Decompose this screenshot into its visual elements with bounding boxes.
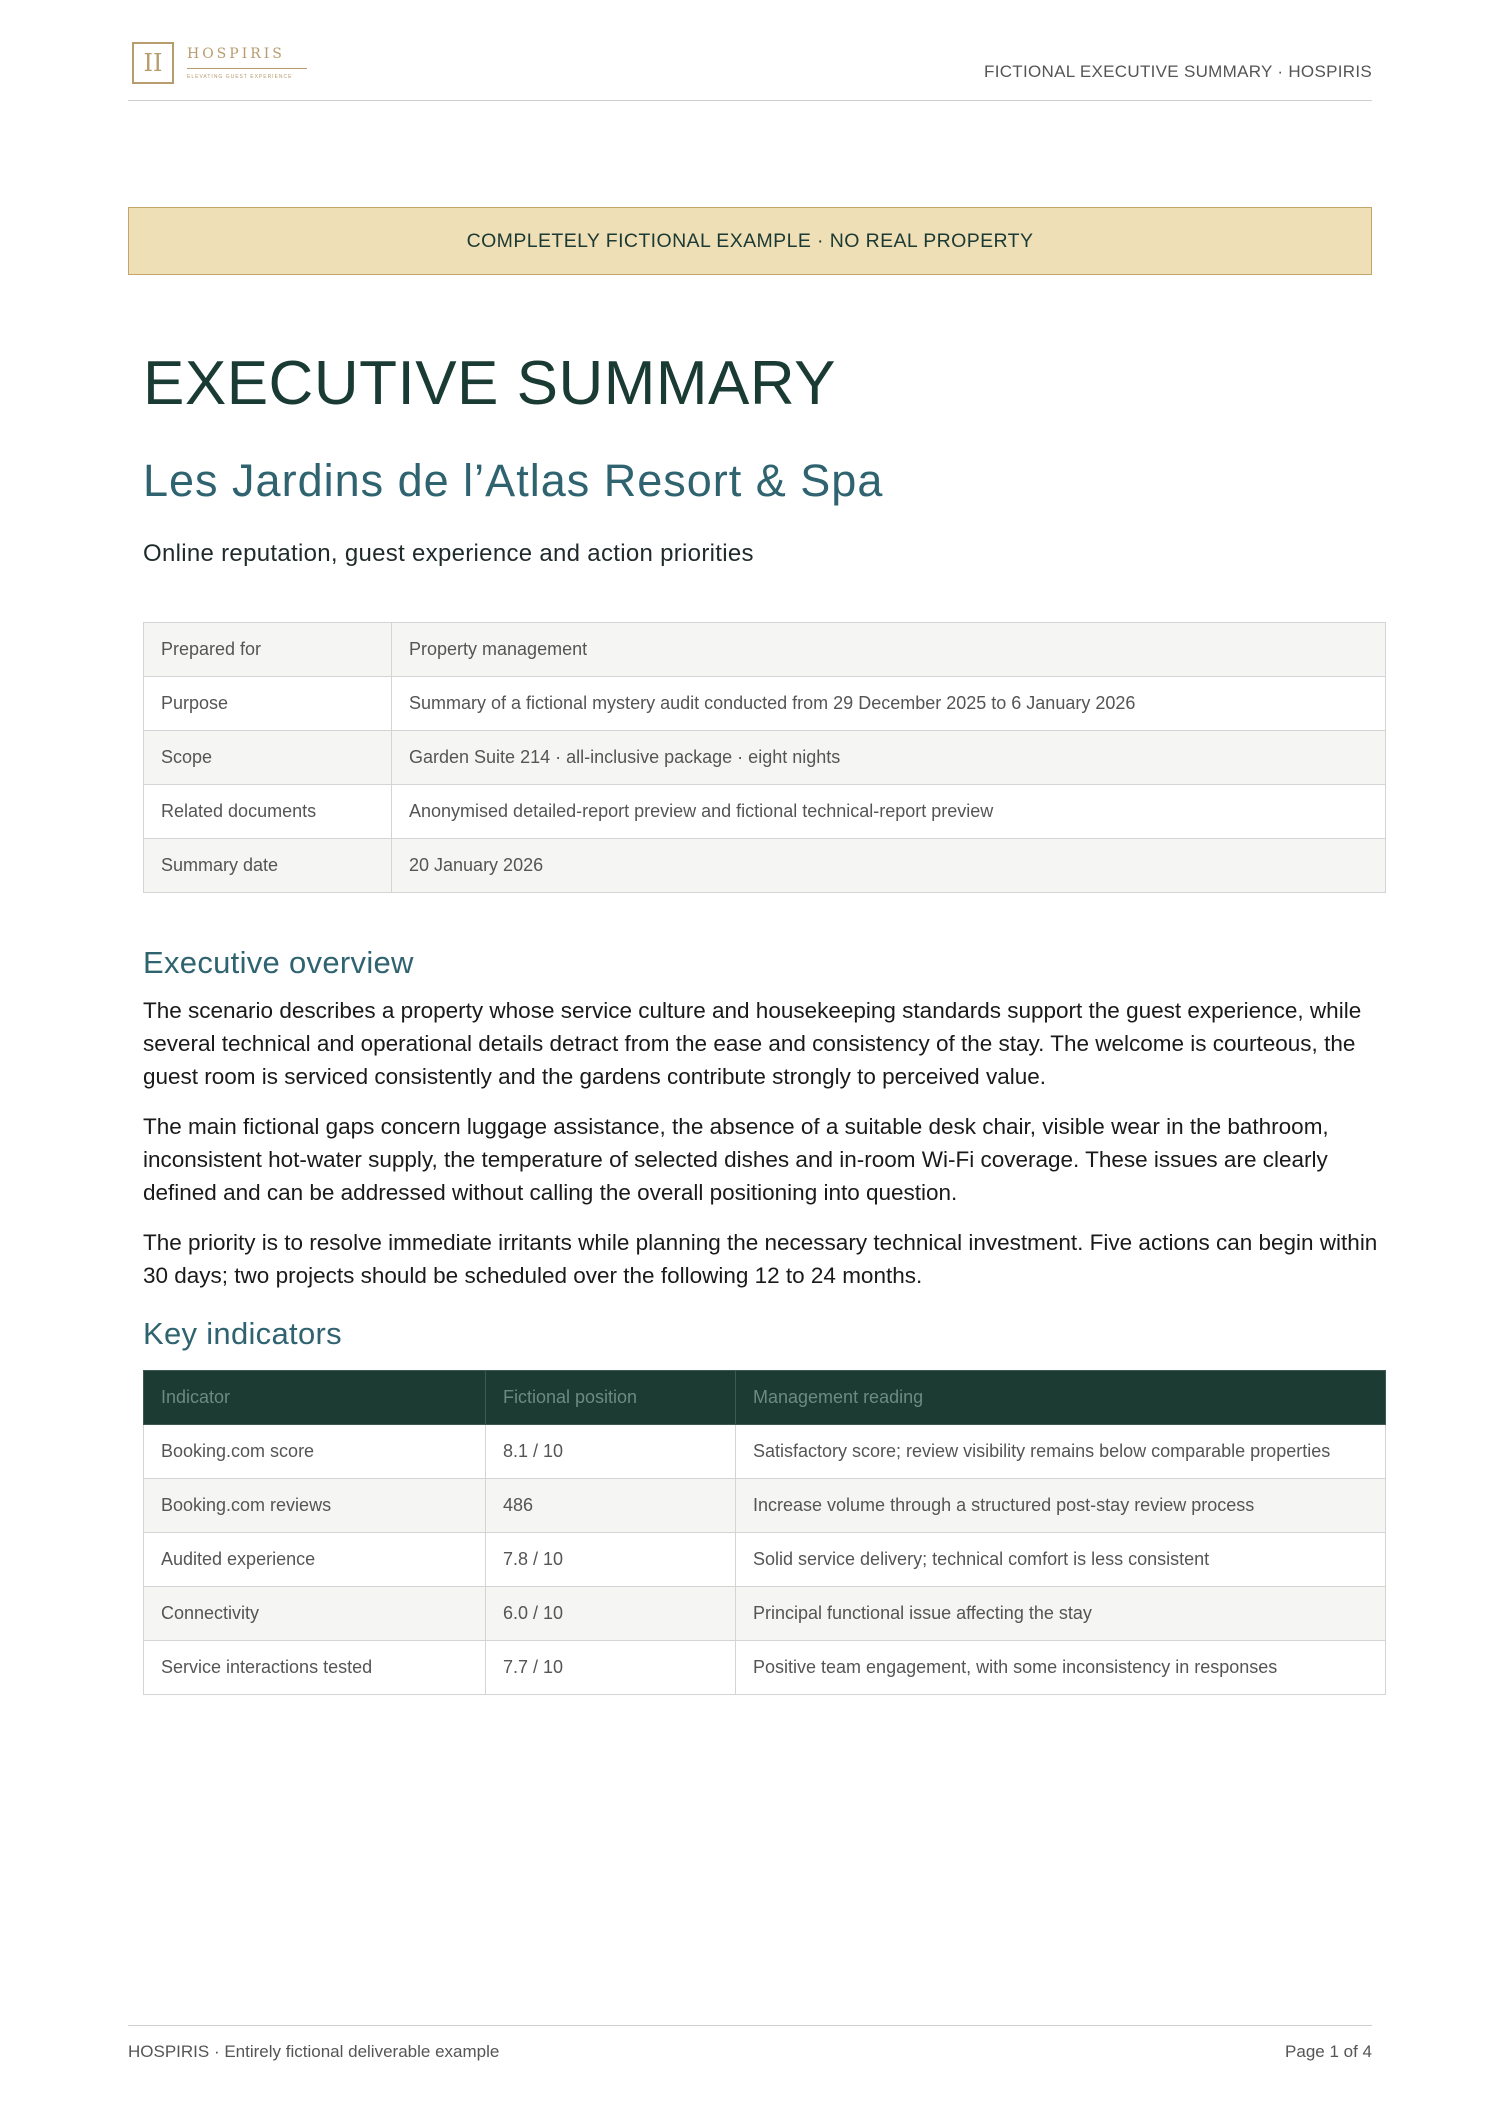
position-cell: 7.8 / 10 (486, 1533, 736, 1587)
reading-cell: Satisfactory score; review visibility remains below comparable properties (736, 1425, 1386, 1479)
details-label: Purpose (144, 677, 392, 731)
indicator-cell: Service interactions tested (144, 1641, 486, 1695)
position-cell: 8.1 / 10 (486, 1425, 736, 1479)
table-header-row (144, 1371, 1386, 1425)
overview-paragraph: The scenario describes a property whose service culture and housekeeping standards support the guest experience, while several technical and operational details detract from the ease and consistency of the stay. The welcome is courteous, the guest room is serviced consistently and the gardens contribute strongly to perceived value. (143, 998, 1362, 1089)
table-row (144, 731, 1386, 785)
logo-rule (187, 68, 307, 69)
details-value: Garden Suite 214 · all-inclusive package · eight nights (392, 731, 1386, 785)
details-value: 20 January 2026 (392, 839, 1386, 893)
position-cell: 7.7 / 10 (486, 1641, 736, 1695)
key-indicators-table (143, 1370, 1386, 1695)
table-row (144, 1425, 1386, 1479)
table-row (144, 1479, 1386, 1533)
details-value: Summary of a fictional mystery audit conducted from 29 December 2025 to 6 January 2026 (392, 677, 1386, 731)
property-name: Les Jardins de l’Atlas Resort & Spa (143, 455, 884, 506)
reading-cell: Principal functional issue affecting the stay (736, 1587, 1386, 1641)
table-row (144, 1641, 1386, 1695)
table-row (144, 839, 1386, 893)
table-row (144, 785, 1386, 839)
details-label: Prepared for (144, 623, 392, 677)
logo-mark-icon: II (132, 42, 174, 84)
footer-text: HOSPIRIS · Entirely fictional deliverable example (128, 2042, 500, 2061)
page-footer (128, 2025, 1372, 2066)
overview-paragraph: The priority is to resolve immediate irritants while planning the necessary technical investment. Five actions can begin within 30 days; two projects should be scheduled over the following 12 to 24 months. (143, 1230, 1378, 1288)
page-number: Page 1 of 4 (1285, 2042, 1372, 2061)
page-title: EXECUTIVE SUMMARY (143, 349, 836, 418)
logo-wordmark: HOSPIRIS (187, 46, 285, 62)
overview-paragraph: The main fictional gaps concern luggage assistance, the absence of a suitable desk chair, visible wear in the bathroom, inconsistent hot-water supply, the temperature of selected dishes and in-room Wi-Fi coverage. These issues are clearly defined and can be addressed without calling the overall positioning into question. (143, 1114, 1329, 1205)
position-cell: 486 (486, 1479, 736, 1533)
fictional-notice-banner: COMPLETELY FICTIONAL EXAMPLE · NO REAL PROPERTY (128, 207, 1372, 275)
key-indicators-heading: Key indicators (143, 1316, 342, 1351)
position-cell: 6.0 / 10 (486, 1587, 736, 1641)
column-header: Management reading (736, 1371, 1386, 1425)
details-label: Scope (144, 731, 392, 785)
column-header: Fictional position (486, 1371, 736, 1425)
column-header: Indicator (144, 1371, 486, 1425)
executive-overview-heading: Executive overview (143, 945, 414, 980)
details-value: Anonymised detailed-report preview and fictional technical-report preview (392, 785, 1386, 839)
details-label: Summary date (144, 839, 392, 893)
table-row (144, 623, 1386, 677)
hospiris-logo (132, 38, 312, 88)
report-tagline: Online reputation, guest experience and action priorities (143, 540, 754, 567)
indicator-cell: Audited experience (144, 1533, 486, 1587)
reading-cell: Increase volume through a structured post-stay review process (736, 1479, 1386, 1533)
table-row (144, 1587, 1386, 1641)
details-label: Related documents (144, 785, 392, 839)
table-row (144, 677, 1386, 731)
indicator-cell: Booking.com reviews (144, 1479, 486, 1533)
reading-cell: Solid service delivery; technical comfort is less consistent (736, 1533, 1386, 1587)
table-row (144, 1533, 1386, 1587)
page-header (128, 34, 1372, 101)
reading-cell: Positive team engagement, with some inconsistency in responses (736, 1641, 1386, 1695)
logo-tagline: ELEVATING GUEST EXPERIENCE (187, 74, 293, 80)
header-document-label: FICTIONAL EXECUTIVE SUMMARY · HOSPIRIS (984, 62, 1372, 81)
details-value: Property management (392, 623, 1386, 677)
indicator-cell: Booking.com score (144, 1425, 486, 1479)
indicator-cell: Connectivity (144, 1587, 486, 1641)
document-details-table (143, 622, 1386, 893)
